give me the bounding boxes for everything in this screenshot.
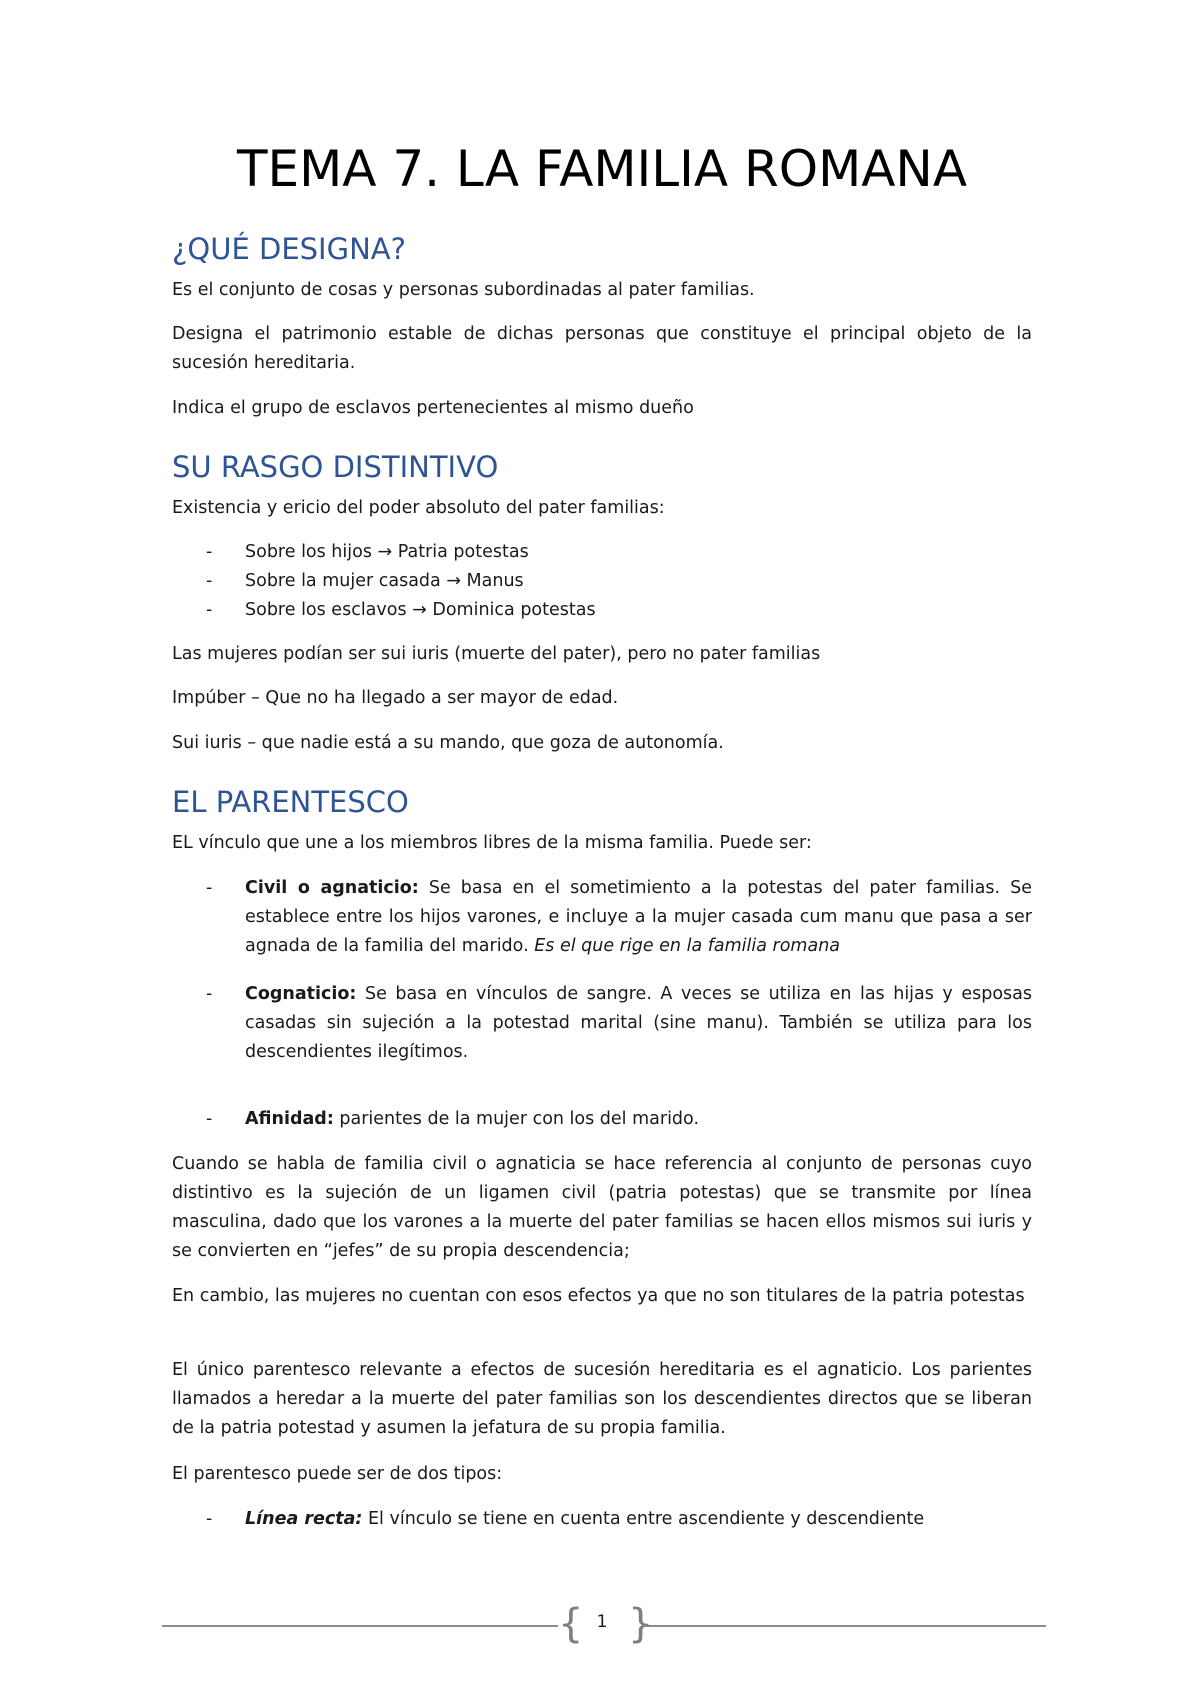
list-marker: - [206, 571, 213, 591]
page-title: TEMA 7. LA FAMILIA ROMANA [236, 140, 968, 198]
paragraph: El parentesco puede ser de dos tipos: [172, 1464, 503, 1484]
term-linea-recta: Línea recta: [245, 1509, 363, 1529]
list-item-text [245, 1505, 1032, 1534]
page-number: 1 [596, 1612, 608, 1632]
term-cognaticio: Cognaticio: [245, 984, 357, 1004]
list-item-text: Sobre la mujer casada → Manus [245, 571, 524, 591]
paragraph: Impúber – Que no ha llegado a ser mayor de edad. [172, 688, 619, 708]
paragraph: El único parentesco relevante a efectos de sucesión hereditaria es el agnaticio. Los parientes llamados a heredar a la muerte del pater familias son los descendientes directos que se liberan de la patria potestad y asumen la jefatura de su propia familia. [172, 1360, 1032, 1438]
linea-recta-text: El vínculo se tiene en cuenta entre ascendiente y descendiente [362, 1509, 925, 1529]
paragraph: Sui iuris – que nadie está a su mando, que goza de autonomía. [172, 733, 724, 753]
footer-rule-right [646, 1625, 1046, 1627]
paragraph: EL vínculo que une a los miembros libres de la misma familia. Puede ser: [172, 833, 812, 853]
heading-parentesco: EL PARENTESCO [172, 785, 409, 819]
list-item-text: Sobre los hijos → Patria potestas [245, 542, 529, 562]
list-marker: - [206, 1509, 213, 1529]
list-item-text: Sobre los esclavos → Dominica potestas [245, 600, 596, 620]
paragraph: Indica el grupo de esclavos pertenecientes al mismo dueño [172, 398, 694, 418]
footer-rule-left [162, 1625, 558, 1627]
afinidad-text: parientes de la mujer con los del marido. [333, 1109, 700, 1129]
term-afinidad: Afinidad: [245, 1109, 334, 1129]
paragraph: En cambio, las mujeres no cuentan con esos efectos ya que no son titulares de la patria potestas [172, 1286, 1025, 1306]
heading-que-designa: ¿QUÉ DESIGNA? [172, 232, 406, 266]
footer-brace-left: { [558, 1601, 584, 1647]
civil-text: Se basa en el sometimiento a la potestas del pater familias. Se establece entre los hijos varones, e incluye a la mujer casada cum manu que pasa a ser agnada de la familia del marido. [245, 878, 1032, 956]
paragraph: Existencia y ericio del poder absoluto del pater familias: [172, 498, 665, 518]
list-item-text [245, 980, 1032, 1067]
list-marker: - [206, 600, 213, 620]
list-marker: - [206, 1109, 213, 1129]
list-item-text [245, 874, 1032, 961]
paragraph: Las mujeres podían ser sui iuris (muerte del pater), pero no pater familias [172, 644, 821, 664]
paragraph: Designa el patrimonio estable de dichas personas que constituye el principal objeto de la sucesión hereditaria. [172, 324, 1032, 373]
list-item-text [245, 1105, 1032, 1134]
cognaticio-text: Se basa en vínculos de sangre. A veces se utiliza en las hijas y esposas casadas sin sujeción a la potestad marital (sine manu). También se utiliza para los descendientes ilegítimos. [245, 984, 1032, 1062]
term-civil: Civil o agnaticio: [245, 878, 419, 898]
list-marker: - [206, 984, 213, 1004]
civil-italic-note: Es el que rige en la familia romana [534, 936, 841, 956]
footer-brace-right: } [628, 1601, 654, 1647]
paragraph: Es el conjunto de cosas y personas subordinadas al pater familias. [172, 280, 755, 300]
heading-rasgo-distintivo: SU RASGO DISTINTIVO [172, 450, 499, 484]
list-marker: - [206, 542, 213, 562]
paragraph: Cuando se habla de familia civil o agnaticia se hace referencia al conjunto de personas cuyo distintivo es la sujeción de un ligamen civil (patria potestas) que se transmite por línea masculina, dado que los varones a la muerte del pater familias se hacen ellos mismos sui iuris y se convierten en “jefes” de su propia descendencia; [172, 1154, 1032, 1261]
list-marker: - [206, 878, 213, 898]
